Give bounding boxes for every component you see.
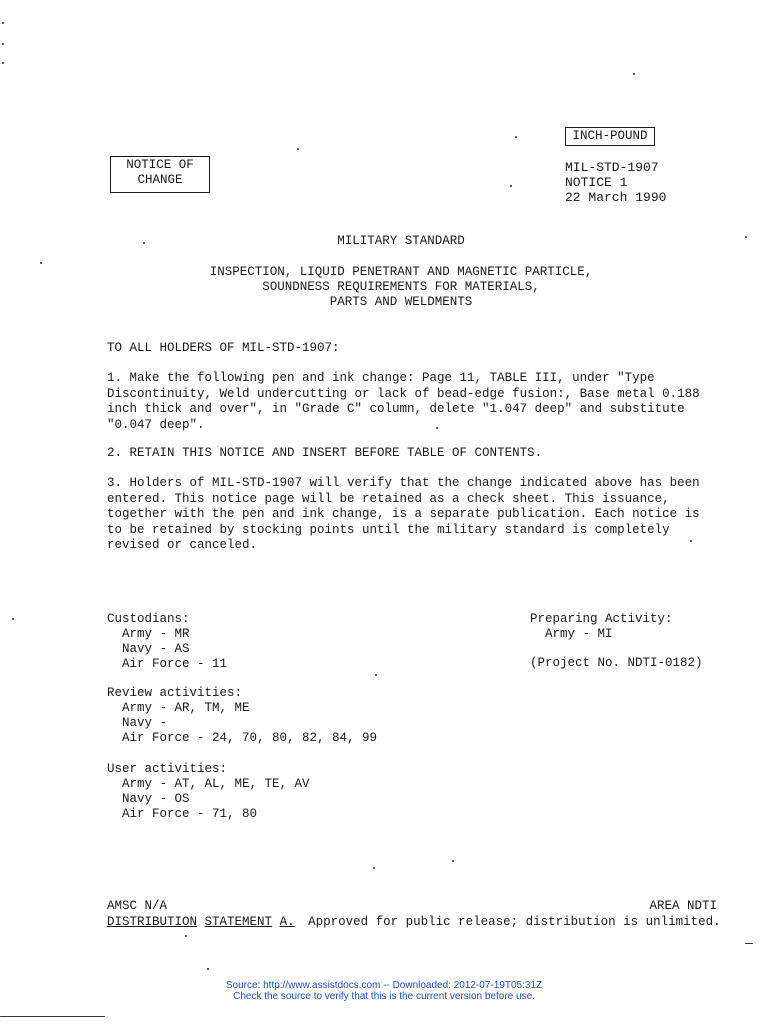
distribution-label-3: A.: [279, 915, 295, 929]
paragraph-3-line: revised or canceled.: [107, 538, 258, 552]
review-item: Army - AR, TM, ME: [122, 701, 250, 715]
notice-number: NOTICE 1: [565, 175, 628, 190]
paragraph-1-line: "0.047 deep".: [107, 417, 205, 432]
addressee: TO ALL HOLDERS OF MIL-STD-1907:: [107, 341, 340, 355]
scan-speck: [745, 943, 753, 944]
user-item: Navy - OS: [122, 792, 190, 806]
custodians-label: Custodians:: [107, 612, 190, 626]
scan-speck: [12, 618, 14, 620]
distribution-label-2: STATEMENT: [204, 915, 273, 929]
custodians-block: [107, 612, 227, 672]
custodian-item: Army - MR: [122, 627, 190, 641]
area-label: AREA NDTI: [649, 899, 717, 913]
doc-id: MIL-STD-1907: [565, 160, 659, 175]
user-item: Air Force - 71, 80: [122, 807, 258, 821]
review-activities-block: [107, 686, 377, 746]
scan-speck: [185, 935, 187, 937]
review-activities-label: Review activities:: [107, 686, 243, 700]
paragraph-3-line: to be retained by stocking points until the military standard is completely: [107, 522, 670, 537]
distribution-label-1: DISTRIBUTION: [107, 915, 198, 929]
paragraph-3: [107, 476, 717, 554]
user-activities-block: [107, 762, 310, 822]
paragraph-3-line: 3. Holders of MIL-STD-1907 will verify that the change indicated above has been: [107, 476, 700, 490]
scan-speck: [690, 540, 692, 542]
scan-speck: [373, 867, 375, 869]
check-source-line: Check the source to verify that this is the current version before use.: [233, 991, 535, 1002]
document-title: [0, 265, 768, 310]
scan-speck: [436, 427, 438, 429]
scan-speck: [633, 73, 635, 75]
paragraph-1: [107, 371, 717, 433]
source-line: Source: http://www.assistdocs.com -- Downloaded: 2012-07-19T05:31Z: [225, 980, 543, 991]
paragraph-1-line: 1. Make the following pen and ink change: Page 11, TABLE III, under "Type: [107, 371, 655, 385]
title-line-2: SOUNDNESS REQUIREMENTS FOR MATERIALS,: [262, 280, 540, 294]
custodian-item: Air Force - 11: [122, 657, 228, 671]
title-line-1: INSPECTION, LIQUID PENETRANT AND MAGNETIC PARTICLE,: [209, 265, 593, 279]
distribution-statement: [107, 915, 721, 929]
scan-speck: [143, 242, 145, 244]
review-item: Navy -: [122, 716, 168, 730]
doc-id-block: [565, 160, 666, 205]
paragraph-1-line: Discontinuity, Weld undercutting or lack of bead-edge fusion:, Base metal 0.188: [107, 386, 700, 401]
scan-speck: [0, 1016, 105, 1017]
scan-speck: [510, 185, 512, 187]
custodian-item: Navy - AS: [122, 642, 190, 656]
scan-speck: [297, 148, 299, 150]
notice-date: 22 March 1990: [565, 190, 667, 205]
standard-heading: MILITARY STANDARD: [337, 234, 465, 248]
scan-speck: [40, 262, 42, 264]
scan-speck: [745, 236, 747, 238]
scan-speck: [375, 674, 377, 676]
title-line-3: PARTS AND WELDMENTS: [329, 295, 473, 309]
inch-pound-label: INCH-POUND: [572, 129, 648, 143]
project-number: (Project No. NDTI-0182): [530, 656, 703, 670]
distribution-text: Approved for public release; distribution is unlimited.: [308, 915, 721, 929]
preparing-activity-block: [530, 612, 673, 642]
amsc-label: AMSC N/A: [107, 899, 168, 913]
notice-of-change-box: [110, 156, 210, 193]
scan-speck: [2, 62, 4, 64]
scan-speck: [2, 43, 4, 45]
scan-speck: [515, 136, 517, 138]
scan-speck: [2, 22, 4, 24]
paragraph-3-line: entered. This notice page will be retained as a check sheet. This issuance,: [107, 491, 670, 506]
inch-pound-box: [565, 127, 655, 146]
notice-box-line-1: NOTICE OF: [126, 158, 194, 172]
paragraph-1-line: inch thick and over", in "Grade C" column, delete "1.047 deep" and substitute: [107, 402, 685, 416]
review-item: Air Force - 24, 70, 80, 82, 84, 99: [122, 731, 378, 745]
notice-box-line-2: CHANGE: [137, 173, 183, 187]
user-activities-label: User activities:: [107, 762, 228, 776]
preparing-activity-label: Preparing Activity:: [530, 612, 673, 626]
preparing-activity-agency: Army - MI: [545, 627, 613, 641]
scan-speck: [207, 968, 209, 970]
paragraph-2: 2. RETAIN THIS NOTICE AND INSERT BEFORE TABLE OF CONTENTS.: [107, 446, 543, 460]
paragraph-3-line: together with the pen and ink change, is a separate publication. Each notice is: [107, 507, 700, 521]
scan-speck: [452, 860, 454, 862]
user-item: Army - AT, AL, ME, TE, AV: [122, 777, 310, 791]
